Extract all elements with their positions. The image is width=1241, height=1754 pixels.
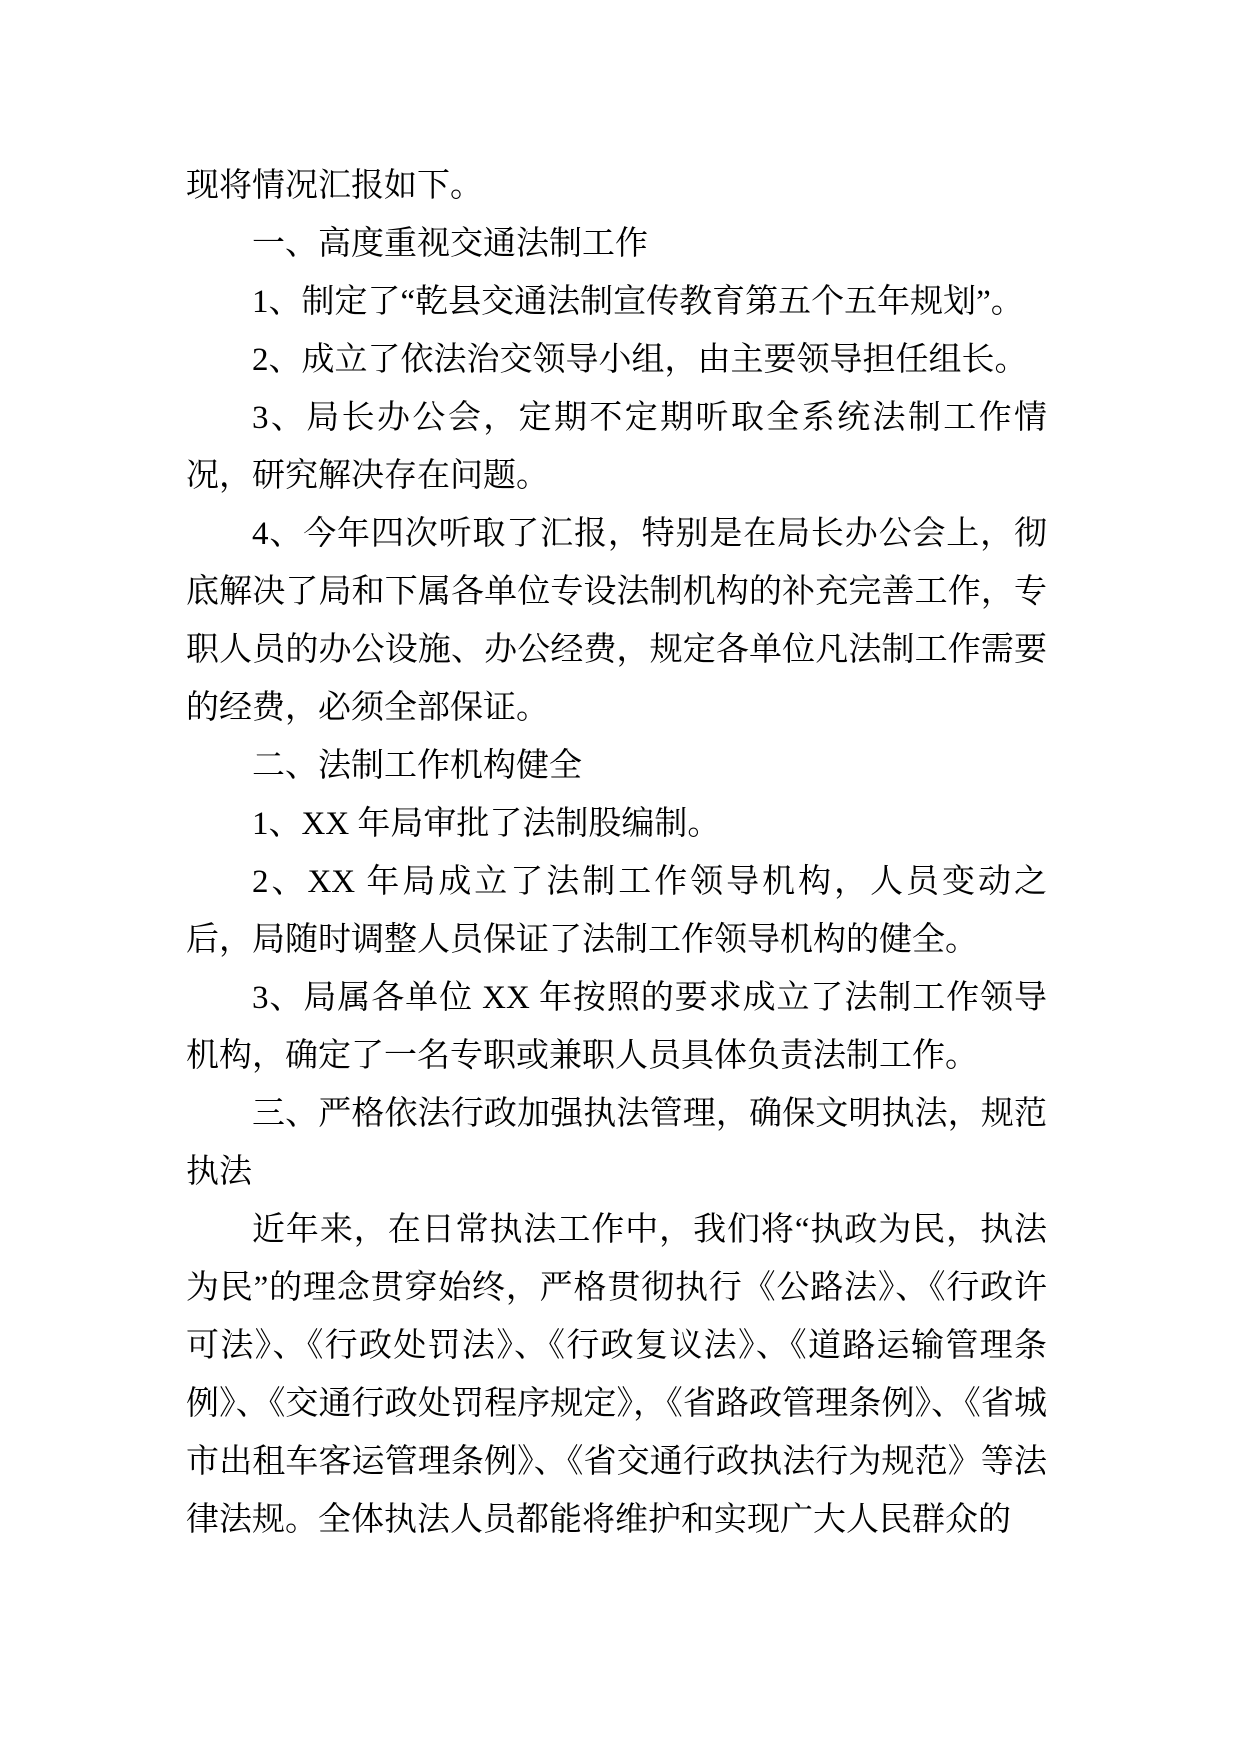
numbered-item-1-3: 3、局长办公会，定期不定期听取全系统法制工作情况，研究解决存在问题。 — [186, 400, 1047, 494]
section-heading-1: 一、高度重视交通法制工作 — [252, 226, 648, 262]
section-heading-2: 二、法制工作机构健全 — [252, 748, 582, 784]
section-heading-3: 三、严格依法行政加强执法管理，确保文明执法，规范执法 — [186, 1096, 1047, 1190]
numbered-item-2-3: 3、局属各单位 XX 年按照的要求成立了法制工作领导机构，确定了一名专职或兼职人员具体负责法制工作。 — [186, 980, 1047, 1074]
document-body — [186, 157, 1047, 1549]
numbered-item-2-1: 1、XX 年局审批了法制股编制。 — [252, 806, 721, 842]
numbered-item-1-4: 4、今年四次听取了汇报，特别是在局长办公会上，彻底解决了局和下属各单位专设法制机构的补充完善工作，专职人员的办公设施、办公经费，规定各单位凡法制工作需要的经费，必须全部保证。 — [186, 516, 1047, 726]
numbered-item-1-2: 2、成立了依法治交领导小组，由主要领导担任组长。 — [252, 342, 1028, 378]
body-paragraph: 近年来，在日常执法工作中，我们将“执政为民，执法为民”的理念贯穿始终，严格贯彻执行《公路法》、《行政许可法》、《行政处罚法》、《行政复议法》、《道路运输管理条例》、《交通行政处罚程序规定》，《省路政管理条例》、《省城市出租车客运管理条例》、《省交通行政执法行为规范》等法律法规。全体执法人员都能将维护和实现广大人民群众的 — [186, 1212, 1047, 1538]
numbered-item-1-1: 1、制定了“乾县交通法制宣传教育第五个五年规划”。 — [252, 284, 1024, 320]
numbered-item-2-2: 2、XX 年局成立了法制工作领导机构，人员变动之后，局随时调整人员保证了法制工作领导机构的健全。 — [186, 864, 1047, 958]
paragraph-continuation: 现将情况汇报如下。 — [186, 168, 483, 204]
